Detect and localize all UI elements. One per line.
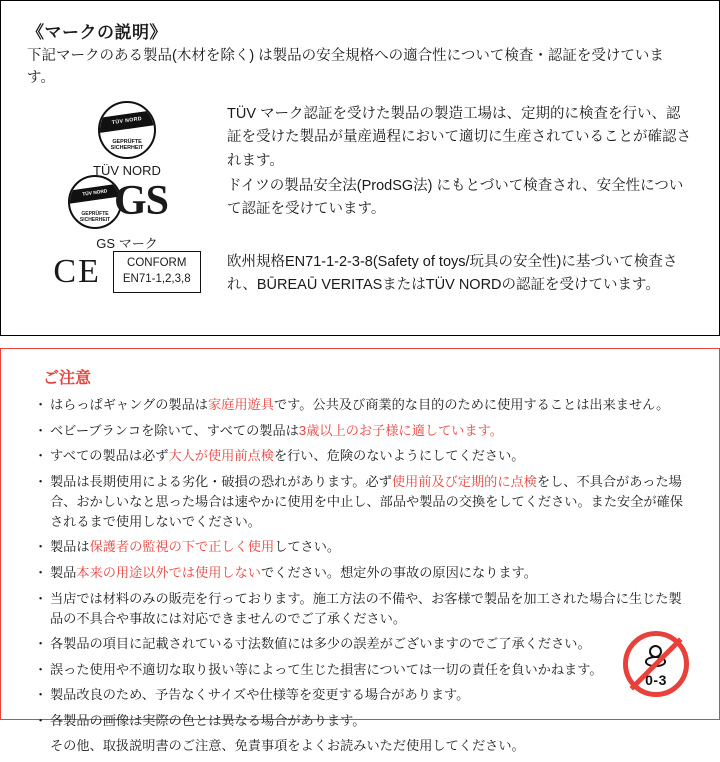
caution-list <box>37 395 687 762</box>
caution-panel <box>0 348 720 754</box>
caution-text: 製品 <box>50 564 77 580</box>
gs-mark-cell <box>27 173 227 252</box>
no-children-under-3-icon <box>623 631 689 697</box>
marks-panel-lead: 下記マークのある製品(木材を除く) は製品の安全規格への適合性について検査・認証を受けています。 <box>27 48 664 87</box>
caution-list-item <box>37 421 687 441</box>
ce-glyph: CE <box>53 253 101 290</box>
gs-icon <box>68 173 186 229</box>
tuv-nord-lower-text: GEPRÜFTE SICHERHEIT <box>110 138 144 152</box>
caution-text: 各製品の画像は実際の色とは異なる場合があります。 <box>50 712 366 728</box>
caution-text: 誤った使用や不適切な取り扱い等によって生じた損害については一切の責任を負いかねます。 <box>50 661 603 677</box>
marks-panel-title: 《マークの説明》 <box>27 23 167 42</box>
caution-text: 各製品の項目に記載されている寸法数値には多少の誤差がございますのでご了承ください。 <box>50 636 591 652</box>
mark-row-tuv-nord <box>27 101 693 178</box>
caution-text: すべての製品は必ず <box>50 448 169 464</box>
caution-text: をし、不具合があった場合、おかしいなと思った場合は速やかに使用を中止し、部品や製品の交換をしてください。また安全が確保されるまで使用しないでください。 <box>50 473 683 529</box>
tuv-nord-band <box>98 109 156 133</box>
caution-highlight-text: 本来の用途以外では使用しない <box>76 564 261 580</box>
caution-highlight-text: 保護者の監視の下で正しく使用 <box>89 539 275 555</box>
conform-line1: CONFORM <box>127 257 187 270</box>
caution-text: を行い、危険のないようにしてください。 <box>273 448 525 464</box>
caution-list-item <box>37 472 687 532</box>
caution-text: 製品は長期使用による劣化・破損の恐れがあります。必ず <box>50 473 392 489</box>
gs-description: ドイツの製品安全法(ProdSG法) にもとづいて検査され、安全性について認証を受けています。 <box>227 178 684 218</box>
ce-icon <box>27 249 227 295</box>
caution-list-item <box>37 685 687 705</box>
caution-highlight-text: 家庭用遊具 <box>208 397 274 412</box>
caution-text: 製品改良のため、予告なくサイズや仕様等を変更する場合があります。 <box>50 687 470 703</box>
ce-description: 欧州規格EN71-1-2-3-8(Safety of toys/玩具の安全性)に基づいて検査され、BŪREAŪ VERITASまたはTÜV NORDの認証を受けています。 <box>227 254 678 294</box>
caution-highlight-text: 使用前及び定期的に点検 <box>391 473 537 489</box>
conform-line2: EN71-1,2,3,8 <box>122 273 191 285</box>
caution-text: です。公共及び商業的な目的のために使用することは出来ません。 <box>273 397 670 412</box>
age-range-label: 0-3 <box>645 672 667 688</box>
caution-text: はらっぱギャングの製品は <box>50 397 208 412</box>
caution-text: してさい。 <box>274 539 341 555</box>
mark-row-ce <box>27 249 693 298</box>
ce-mark-cell <box>27 249 227 295</box>
tuv-nord-description: TÜV マーク認証を受けた製品の製造工場は、定期的に検査を行い、認証を受けた製品が量産過程において適切に生産されていることが確認されます。 <box>227 106 691 169</box>
caution-title: ご注意 <box>43 370 92 387</box>
caution-list-item <box>37 589 687 629</box>
caution-highlight-text: 3歳以上のお子様に適しています。 <box>298 422 503 438</box>
gs-caption: GS マーク <box>96 236 158 251</box>
caution-list-item <box>37 563 687 583</box>
caution-text: でください。想定外の事故の原因になります。 <box>261 564 537 580</box>
marks-explanation-panel <box>0 0 720 336</box>
caution-text: 当店では材料のみの販売を行っております。施工方法の不備や、お客様で製品を加工された場合に生じた製品の不具合や事故には対応できませんのでご了承ください。 <box>50 590 682 626</box>
caution-highlight-text: 大人が使用前点検 <box>168 448 274 464</box>
caution-list-item <box>37 446 687 466</box>
mark-row-gs <box>27 173 693 252</box>
tuv-nord-caption: TÜV NORD <box>93 163 161 178</box>
conform-box <box>113 251 201 292</box>
gs-tuv-band-text: TÜV NORD <box>82 189 108 198</box>
caution-text: ベビーブランコを除いて、すべての製品は <box>50 422 299 438</box>
caution-list-item <box>37 395 687 415</box>
gs-tuv-lower-text: GEPRÜFTE SICHERHEIT <box>79 210 111 223</box>
caution-text: 製品は <box>50 539 90 555</box>
caution-list-item <box>37 711 687 731</box>
caution-list-item <box>37 660 687 680</box>
gs-letters: GS <box>114 178 169 224</box>
tuv-nord-mark-cell <box>27 101 227 178</box>
caution-list-item <box>37 634 687 654</box>
caution-footer: その他、取扱説明書のご注意、免責事項をよくお読みいただ使用してください。 <box>50 738 525 754</box>
tuv-nord-band-text: TÜV NORD <box>111 115 143 127</box>
caution-list-item <box>37 537 687 557</box>
tuv-nord-icon <box>98 101 156 159</box>
